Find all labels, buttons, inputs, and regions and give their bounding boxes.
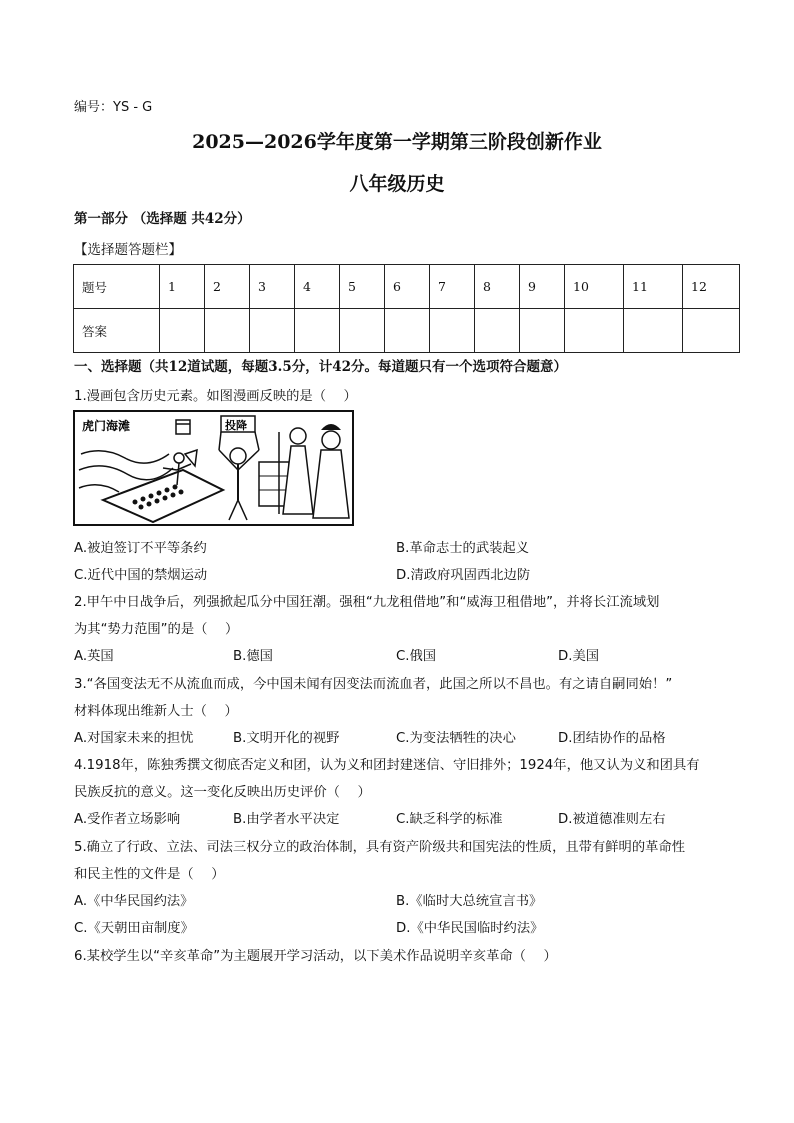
table-row-answers <box>74 309 740 353</box>
question-5-stem-line-2: 和民主性的文件是（ ） <box>74 867 225 882</box>
answer-cell[interactable] <box>385 309 430 353</box>
option-5d[interactable]: D.《中华民国临时约法》 <box>396 921 544 936</box>
question-4-stem-line-1: 4.1918年，陈独秀撰文彻底否定义和团，认为义和团封建迷信、守旧排外；1924年，他又认为义和团具有 <box>74 758 700 773</box>
question-6-stem: 6.某校学生以“辛亥革命”为主题展开学习活动，以下美术作品说明辛亥革命（ ） <box>74 949 557 964</box>
question-number-cell: 12 <box>683 265 740 309</box>
option-1a[interactable]: A.被迫签订不平等条约 <box>74 541 207 556</box>
question-2-stem-line-1: 2.甲午中日战争后，列强掀起瓜分中国狂潮。强租“九龙租借地”和“威海卫租借地”，并将长江流域划 <box>74 595 660 610</box>
option-2d[interactable]: D.美国 <box>558 649 600 664</box>
answer-cell[interactable] <box>565 309 624 353</box>
option-5a[interactable]: A.《中华民国约法》 <box>74 894 194 909</box>
question-3-stem-line-2: 材料体现出维新人士（ ） <box>74 704 238 719</box>
option-4c[interactable]: C.缺乏科学的标准 <box>396 812 503 827</box>
answer-cell[interactable] <box>520 309 565 353</box>
question-4-stem-line-2: 民族反抗的意义。这一变化反映出历史评价（ ） <box>74 785 371 800</box>
opium-destruction-cartoon <box>73 410 354 526</box>
question-number-cell: 11 <box>624 265 683 309</box>
question-number-cell: 9 <box>520 265 565 309</box>
option-3b[interactable]: B.文明开化的视野 <box>233 731 340 746</box>
section-one-heading: 一、选择题（共12道试题，每题3.5分，计42分。每道题只有一个选项符合题意） <box>74 359 568 375</box>
cartoon-place-label: 虎门海滩 <box>82 419 131 433</box>
question-number-cell: 6 <box>385 265 430 309</box>
question-number-cell: 4 <box>295 265 340 309</box>
answer-table <box>73 264 740 353</box>
question-number-cell: 7 <box>430 265 475 309</box>
answer-bar-label: 【选择题答题栏】 <box>74 242 182 258</box>
table-cell-label: 答案 <box>74 309 160 353</box>
answer-cell[interactable] <box>295 309 340 353</box>
option-1b[interactable]: B.革命志士的武装起义 <box>396 541 530 556</box>
question-number-cell: 2 <box>205 265 250 309</box>
document-title: 2025—2026学年度第一学期第三阶段创新作业 <box>192 131 602 153</box>
option-4b[interactable]: B.由学者水平决定 <box>233 812 340 827</box>
answer-cell[interactable] <box>475 309 520 353</box>
question-number-cell: 10 <box>565 265 624 309</box>
option-5b[interactable]: B.《临时大总统宣言书》 <box>396 894 543 909</box>
answer-cell[interactable] <box>430 309 475 353</box>
option-1c[interactable]: C.近代中国的禁烟运动 <box>74 568 208 583</box>
option-3c[interactable]: C.为变法牺牲的决心 <box>396 731 516 746</box>
option-4d[interactable]: D.被道德准则左右 <box>558 812 666 827</box>
answer-cell[interactable] <box>340 309 385 353</box>
option-4a[interactable]: A.受作者立场影响 <box>74 812 181 827</box>
question-3-stem-line-1: 3.“各国变法无不从流血而成，今中国未闻有因变法而流血者，此国之所以不昌也。有之请自嗣同始！” <box>74 677 673 692</box>
surrender-sign-text: 投降 <box>225 419 247 432</box>
question-number-cell: 5 <box>340 265 385 309</box>
table-row-numbers <box>74 265 740 309</box>
question-number-cell: 3 <box>250 265 295 309</box>
question-1-stem: 1.漫画包含历史元素。如图漫画反映的是（ ） <box>74 389 357 404</box>
answer-cell[interactable] <box>683 309 740 353</box>
part-one-heading: 第一部分 （选择题 共42分） <box>74 211 251 227</box>
option-2b[interactable]: B.德国 <box>233 649 273 664</box>
question-number-cell: 1 <box>160 265 205 309</box>
answer-cell[interactable] <box>624 309 683 353</box>
document-code: 编号：YS - G <box>74 100 153 115</box>
question-number-cell: 8 <box>475 265 520 309</box>
option-5c[interactable]: C.《天朝田亩制度》 <box>74 921 194 936</box>
document-subtitle: 八年级历史 <box>349 173 445 195</box>
option-3a[interactable]: A.对国家未来的担忧 <box>74 731 194 746</box>
answer-cell[interactable] <box>205 309 250 353</box>
question-5-stem-line-1: 5.确立了行政、立法、司法三权分立的政治体制，具有资产阶级共和国宪法的性质，且带有鲜明的革命性 <box>74 840 686 855</box>
option-2c[interactable]: C.俄国 <box>396 649 437 664</box>
option-1d[interactable]: D.清政府巩固西北边防 <box>396 568 531 583</box>
table-cell-label: 题号 <box>74 265 160 309</box>
answer-cell[interactable] <box>160 309 205 353</box>
option-3d[interactable]: D.团结协作的品格 <box>558 731 666 746</box>
option-2a[interactable]: A.英国 <box>74 649 114 664</box>
answer-cell[interactable] <box>250 309 295 353</box>
question-2-stem-line-2: 为其“势力范围”的是（ ） <box>74 622 239 637</box>
